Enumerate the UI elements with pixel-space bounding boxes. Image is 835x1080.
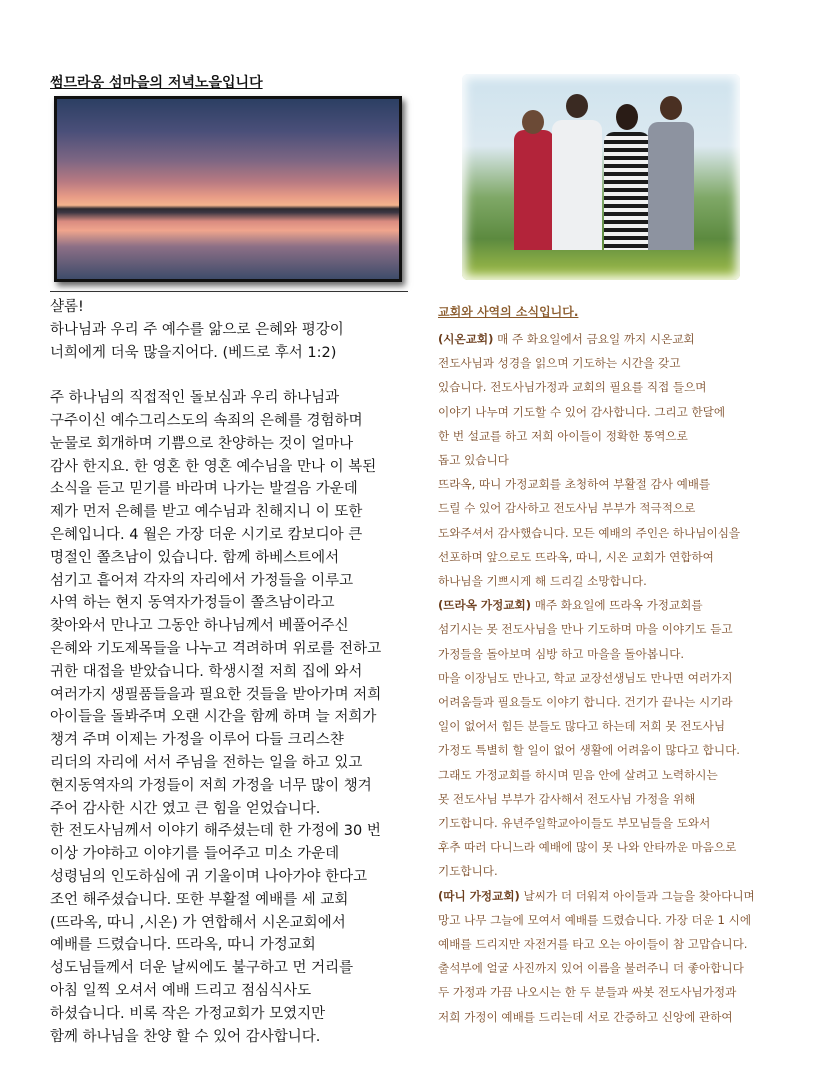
news-text: 날씨가 더 더워져 아이들과 그늘을 찾아다니며 [519, 888, 755, 903]
news-line [438, 617, 788, 641]
news-text: 하나님을 기쁘시게 해 드리길 소망합니다. [438, 574, 647, 589]
news-line [438, 787, 788, 811]
letter-line: 예배를 드렸습니다. 뜨라옥, 따니 가정교회 [50, 937, 316, 954]
letter-line: 섬기고 흩어져 각자의 자리에서 가정들을 이루고 [50, 572, 354, 589]
news-line [438, 666, 788, 690]
news-text: 드릴 수 있어 감사하고 전도사님 부부가 적극적으로 [438, 501, 696, 516]
news-line [438, 763, 788, 787]
news-text: 예배를 드리지만 자전거를 타고 오는 아이들이 참 고맙습니다. [438, 937, 748, 952]
letter-line: 사역 하는 현지 동역자가정들이 쫄츠남이라고 [50, 595, 335, 612]
news-line [438, 448, 788, 472]
letter-line: 은혜입니다. 4 월은 가장 더운 시기로 캄보디아 큰 [50, 526, 363, 543]
news-line [438, 738, 788, 762]
letter-line: 한 전도사님께서 이야기 해주셨는데 한 가정에 30 번 [50, 823, 381, 840]
news-text: 어려움들과 필요들도 이야기 합니다. 건기가 끝나는 시기라 [438, 695, 733, 710]
news-line [438, 980, 788, 1004]
letter-line: 소식을 듣고 믿기를 바라며 나가는 발걸음 가운데 [50, 481, 358, 498]
person-figure [514, 130, 554, 250]
letter-line: 아이들을 돌봐주며 오랜 시간을 함께 하며 늘 저희가 [50, 709, 377, 726]
person-figure [604, 132, 650, 250]
news-line [438, 714, 788, 738]
letter-line: 챙겨 주며 이제는 가정을 이루어 다들 크리스챤 [50, 732, 344, 749]
sunset-photo [54, 96, 402, 282]
person-head [616, 104, 638, 130]
news-line [438, 496, 788, 520]
letter-line: 샬롬! [50, 299, 84, 315]
letter-line: 구주이신 예수그리스도의 속죄의 은혜를 경험하며 [50, 412, 363, 429]
news-line [438, 859, 788, 883]
letter-line: 주어 감사한 시간 였고 큰 힘을 얻었습니다. [50, 800, 321, 817]
news-line [438, 835, 788, 859]
section-title: 교회와 사역의 소식입니다. [438, 305, 579, 319]
news-line [438, 811, 788, 835]
news-text: 매 주 화요일에서 금요일 까지 시온교회 [493, 332, 695, 346]
news-text: 도와주셔서 감사했습니다. 모든 예배의 주인은 하나님이심을 [438, 525, 741, 540]
news-line [438, 472, 788, 496]
news-text: 후추 따러 다니느라 예배에 많이 못 나와 안타까운 마음으로 [438, 840, 737, 855]
letter-line: 제가 먼저 은혜를 받고 예수님과 친해지니 이 또한 [50, 504, 363, 521]
news-line [438, 593, 788, 617]
person-head [566, 94, 588, 118]
news-body [438, 327, 788, 1029]
church-label: (따니 가정교회) [438, 888, 520, 903]
letter-line: 은혜와 기도제목들을 나누고 격려하며 위로를 전하고 [50, 640, 382, 657]
family-photo [462, 74, 740, 280]
news-text: 저희 가정이 예배를 드리는데 서로 간증하고 신앙에 관하여 [438, 1009, 733, 1024]
news-text: 출석부에 얼굴 사진까지 있어 이름을 불러주니 더 좋아합니다 [438, 961, 744, 976]
news-text: 기도합니다. 유년주일학교아이들도 부모님들을 도와서 [438, 816, 711, 831]
church-label: (뜨라옥 가정교회) [438, 598, 532, 613]
letter-line: 리더의 자리에 서서 주님을 전하는 일을 하고 있고 [50, 754, 363, 771]
news-text: 섬기시는 못 전도사님을 만나 기도하며 마을 이야기도 듣고 [438, 622, 733, 637]
church-label: (시온교회) [438, 332, 494, 346]
news-line [438, 690, 788, 714]
news-text: 매주 화요일에 뜨라옥 가정교회를 [531, 598, 703, 613]
letter-line: 현지동역자의 가정들이 저희 가정을 너무 많이 챙겨 [50, 777, 372, 794]
letter-body [50, 296, 415, 1048]
divider [50, 291, 408, 292]
person-figure [648, 122, 694, 250]
news-line [438, 424, 788, 448]
person-head [522, 110, 544, 134]
letter-line: 찾아와서 만나고 그동안 하나님께서 베풀어주신 [50, 618, 349, 635]
news-line [438, 327, 788, 351]
news-line [438, 1005, 788, 1029]
letter-line: 너희에게 더욱 많을지어다. (베드로 후서 1:2) [50, 344, 337, 361]
letter-line: 이상 가야하고 이야기를 들어주고 미소 가운데 [50, 846, 340, 863]
news-text: 뜨라옥, 따니 가정교회를 초청하여 부활절 감사 예배를 [438, 477, 711, 492]
letter-line: 하셨습니다. 비록 작은 가정교회가 모였지만 [50, 1005, 326, 1022]
news-text: 마을 이장님도 만나고, 학교 교장선생님도 만나면 여러가지 [438, 670, 733, 685]
news-line [438, 375, 788, 399]
news-text: 있습니다. 전도사님가정과 교회의 필요를 직접 들으며 [438, 380, 707, 395]
news-line [438, 351, 788, 375]
letter-line: 하나님과 우리 주 예수를 앎으로 은혜와 평강이 [50, 321, 344, 338]
news-text: 이야기 나누며 기도할 수 있어 감사합니다. 그리고 한달에 [438, 404, 726, 419]
news-text: 망고 나무 그늘에 모여서 예배를 드렸습니다. 가장 더운 1 시에 [438, 912, 752, 927]
news-line [438, 884, 788, 908]
letter-line: 성도님들께서 더운 날씨에도 불구하고 먼 거리를 [50, 960, 354, 977]
letter-line: 아침 일찍 오셔서 예배 드리고 점심식사도 [50, 982, 312, 999]
news-text: 돕고 있습니다 [438, 453, 509, 468]
letter-line: 조언 해주셨습니다. 또한 부활절 예배를 세 교회 [50, 891, 349, 908]
letter-line: 함께 하나님을 찬양 할 수 있어 감사합니다. [50, 1028, 321, 1045]
news-text: 가정도 특별히 할 일이 없어 생활에 어려움이 많다고 합니다. [438, 743, 740, 758]
news-line [438, 400, 788, 424]
news-text: 선포하며 앞으로도 뜨라옥, 따니, 시온 교회가 연합하여 [438, 549, 714, 564]
news-text: 그래도 가정교회를 하시며 믿음 안에 살려고 노력하시는 [438, 767, 718, 782]
letter-line: 감사 한지요. 한 영혼 한 영혼 예수님을 만나 이 복된 [50, 458, 377, 475]
letter-line: 귀한 대접을 받았습니다. 학생시절 저희 집에 와서 [50, 663, 363, 680]
news-line [438, 569, 788, 593]
letter-line: 주 하나님의 직접적인 돌보심과 우리 하나님과 [50, 390, 340, 407]
news-text: 전도사님과 성경을 읽으며 기도하는 시간을 갖고 [438, 356, 681, 371]
news-text: 일이 없어서 힘든 분들도 많다고 하는데 저희 못 전도사님 [438, 719, 726, 734]
news-line [438, 932, 788, 956]
letter-line: (뜨라옥, 따니 ,시온) 가 연합해서 시온교회에서 [50, 914, 346, 931]
news-line [438, 545, 788, 569]
news-line [438, 956, 788, 980]
news-text: 두 가정과 가끔 나오시는 한 두 분들과 싸봇 전도사님가정과 [438, 985, 737, 1000]
person-figure [552, 120, 602, 250]
letter-line: 성령님의 인도하심에 귀 기울이며 나아가야 한다고 [50, 868, 368, 885]
letter-line: 여러가지 생필품들을과 필요한 것들을 받아가며 저희 [50, 686, 382, 703]
letter-line: 눈물로 회개하며 기쁨으로 찬양하는 것이 얼마나 [50, 435, 354, 452]
letter-line [50, 364, 415, 387]
photo-caption: 썸므라옹 섬마을의 저녁노을입니다 [50, 75, 263, 91]
news-text: 기도합니다. [438, 864, 498, 879]
news-line [438, 642, 788, 666]
news-text: 못 전도사님 부부가 감사해서 전도사님 가정을 위해 [438, 791, 696, 806]
person-head [660, 96, 682, 120]
news-text: 한 번 설교를 하고 저희 아이들이 정확한 통역으로 [438, 428, 688, 443]
news-line [438, 908, 788, 932]
letter-line: 명절인 쫄츠남이 있습니다. 함께 하베스트에서 [50, 549, 340, 566]
news-text: 가정들을 돌아보며 심방 하고 마을을 돌아봅니다. [438, 646, 685, 661]
news-line [438, 521, 788, 545]
